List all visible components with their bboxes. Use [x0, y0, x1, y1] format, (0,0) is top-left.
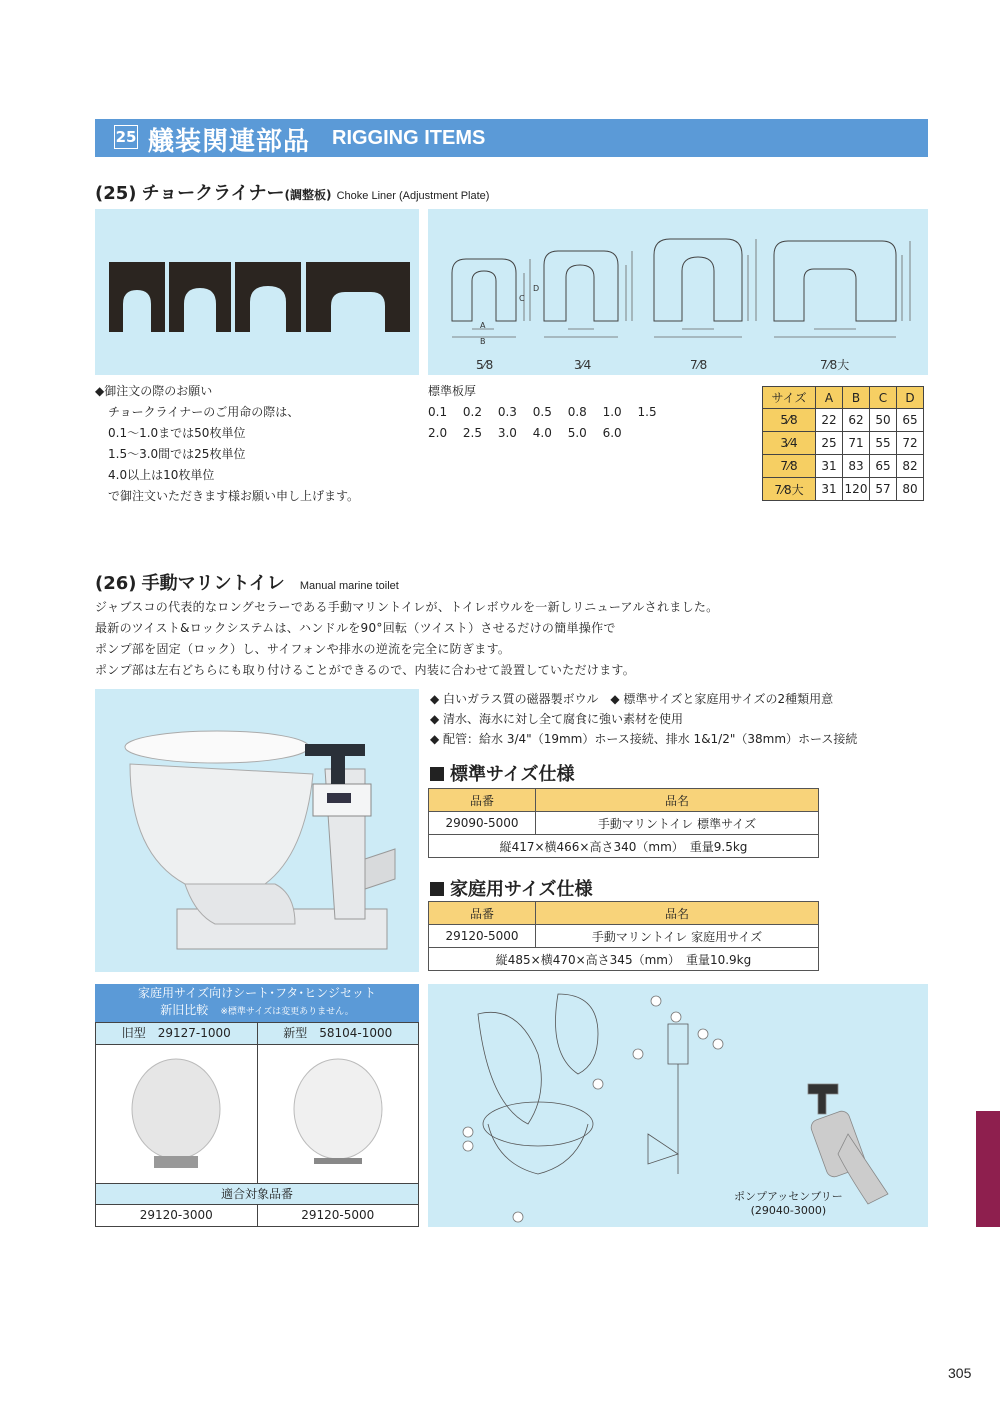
pump-assembly-caption: ポンプアッセンブリー (29040-3000): [734, 1190, 843, 1217]
choke-liner-title: (25) チョークライナー(調整板) Choke Liner (Adjustment Plate): [95, 183, 490, 204]
table-row: 29120-5000 手動マリントイレ 家庭用サイズ: [429, 925, 819, 948]
standard-spec-heading: 標準サイズ仕様: [430, 760, 575, 786]
section-title-en: RIGGING ITEMS: [332, 127, 486, 149]
toilet-photo: [95, 689, 419, 972]
seat-comparison-title: 家庭用サイズ向けシート･フタ･ヒンジセット 新旧比較 ※標準サイズは変更ありません。: [95, 984, 419, 1022]
thickness-title: 標準板厚: [428, 384, 477, 398]
exploded-view-drawing: [428, 984, 928, 1227]
seat-comparison: [95, 984, 419, 1227]
dim-label-b: B: [480, 337, 486, 346]
diagram-size-label: 7⁄8: [690, 358, 708, 372]
choke-liner-photo: [95, 209, 419, 375]
choke-liner-diagram: [428, 209, 928, 375]
dim-label-a: A: [480, 321, 486, 330]
seat-images: [95, 1045, 419, 1184]
choke-liner-plates-image: [95, 209, 419, 375]
table-header-row: 品番 品名: [429, 902, 819, 925]
toilet-title: (26) 手動マリントイレ Manual marine toilet: [95, 573, 399, 594]
feature-list: ◆ 白いガラス質の磁器製ボウル ◆ 標準サイズと家庭用サイズの2種類用意 ◆ 清水、海水に対し全て腐食に強い素材を使用 ◆ 配管：給水 3/4"（19mm）ホース接続、排水 1&1/2"（38mm）ホース接続: [430, 692, 858, 746]
standard-spec-table: [428, 788, 819, 858]
fit-label-row: 適合対象品番: [95, 1184, 419, 1205]
dim-label-d: D: [533, 284, 540, 293]
standard-thickness: [428, 381, 657, 444]
thickness-row-1: 0.1 0.2 0.3 0.5 0.8 1.0 1.5: [428, 405, 657, 419]
diagram-size-label: 5⁄8: [476, 358, 494, 372]
new-seat-image: [258, 1045, 419, 1183]
table-row: 縦417×横466×高さ340（mm） 重量9.5kg: [429, 835, 819, 858]
home-spec-heading: 家庭用サイズ仕様: [430, 875, 593, 901]
fit-parts-row: 29120-3000 29120-5000: [95, 1205, 419, 1227]
dimension-drawings: [428, 209, 928, 375]
diagram-size-label: 3⁄4: [574, 358, 592, 372]
section-number: 25: [114, 125, 138, 149]
exploded-parts-diagram: [428, 984, 928, 1227]
home-spec-table: [428, 901, 819, 971]
diagram-size-label: 7⁄8大: [820, 358, 850, 372]
page-tab-marker: [976, 1111, 1000, 1227]
toilet-description: ジャブスコの代表的なロングセラーである手動マリントイレが、トイレボウルを一新しリニューアルされました。 最新のツイスト&ロックシステムは、ハンドルを90°回転（ツイスト）させるだけの簡単操作で ポンプ部を固定（ロック）し、サイフォンや排水の逆流を完全に防ぎます。 ポンプ部は左右どちらにも取り付けることができるので、内装に合わせて設置していただけます。: [95, 600, 719, 677]
table-header-row: サイズ A B C D: [763, 387, 924, 409]
table-row: 7⁄8 31 83 65 82: [763, 455, 924, 478]
thickness-row-2: 2.0 2.5 3.0 4.0 5.0 6.0: [428, 426, 622, 440]
old-seat-image: [96, 1045, 258, 1183]
section-title-jp: 艤装関連部品: [148, 127, 311, 157]
table-row: 3⁄4 25 71 55 72: [763, 432, 924, 455]
table-row: 29090-5000 手動マリントイレ 標準サイズ: [429, 812, 819, 835]
size-table: [762, 386, 924, 501]
model-labels: 旧型 29127-1000 新型 58104-1000: [95, 1022, 419, 1045]
table-row: 7⁄8大 31 120 57 80: [763, 478, 924, 501]
table-row: 5⁄8 22 62 50 65: [763, 409, 924, 432]
manual-toilet-image: [95, 689, 419, 972]
table-header-row: 品番 品名: [429, 789, 819, 812]
dim-label-c: C: [519, 294, 525, 303]
order-notice: ◆御注文の際のお願い チョークライナーのご用命の際は、 0.1〜1.0までは50枚単位 1.5〜3.0間では25枚単位 4.0以上は10枚単位 で御注文いただきます様お願い申し上げます。: [95, 384, 360, 503]
table-row: 縦485×横470×高さ345（mm） 重量10.9kg: [429, 948, 819, 971]
page-number: 305: [948, 1365, 972, 1381]
